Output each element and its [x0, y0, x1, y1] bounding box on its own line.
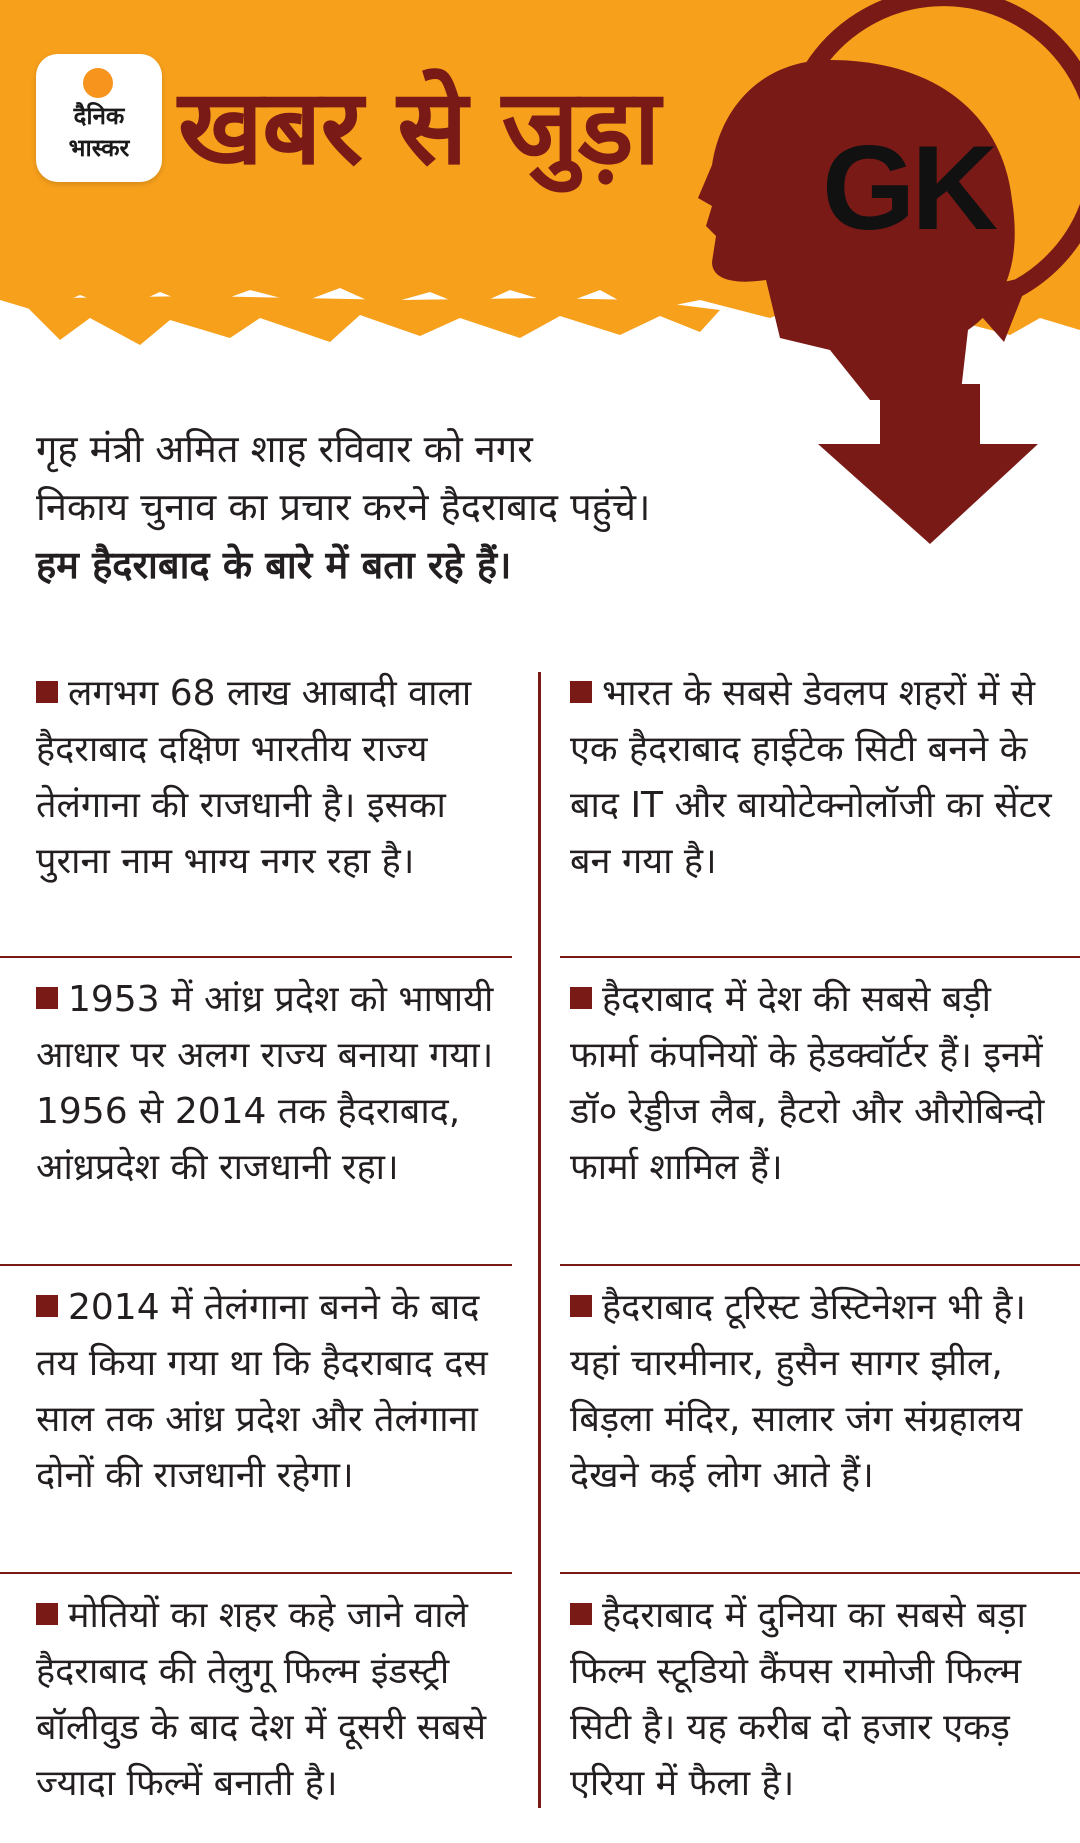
fact-divider: [560, 1572, 1080, 1574]
fact-text: 1953 में आंध्र प्रदेश को भाषायी आधार पर अलग राज्य बनाया गया। 1956 से 2014 तक हैदराबाद, आंध्रप्रदेश की राजधानी रहा।: [36, 979, 494, 1188]
fact-divider: [560, 956, 1080, 958]
logo-sun-icon: [83, 68, 113, 98]
intro-line-3: हम हैदराबाद के बारे में बता रहे हैं।: [36, 543, 512, 587]
fact-text: हैदराबाद में दुनिया का सबसे बड़ा फिल्म स्टूडियो कैंपस रामोजी फिल्म सिटी है। यह करीब दो हजार एकड़ एरिया में फैला है।: [570, 1595, 1026, 1804]
fact-item: [0, 666, 512, 890]
orange-splatter: [20, 296, 720, 345]
bullet-icon: [36, 1295, 58, 1317]
fact-text: हैदराबाद में देश की सबसे बड़ी फार्मा कंपनियों के हेडक्वॉर्टर हैं। इनमें डॉ० रेड्डीज लैब, हैटरो और औरोबिन्दो फार्मा शामिल हैं।: [570, 979, 1045, 1188]
fact-item: [0, 1588, 512, 1812]
bullet-icon: [570, 1295, 592, 1317]
fact-text: मोतियों का शहर कहे जाने वाले हैदराबाद की तेलुगू फिल्म इंडस्ट्री बॉलीवुड के बाद देश में दूसरी सबसे ज्यादा फिल्में बनाती है।: [36, 1595, 487, 1804]
fact-item: [560, 1588, 1070, 1812]
intro-line-1: गृह मंत्री अमित शाह रविवार को नगर: [36, 427, 533, 471]
fact-divider: [560, 1264, 1080, 1266]
fact-text: भारत के सबसे डेवलप शहरों में से एक हैदराबाद हाईटेक सिटी बनने के बाद IT और बायोटेक्नोलॉजी का सेंटर बन गया है।: [570, 673, 1052, 882]
logo-text-line2: भास्कर: [68, 134, 130, 162]
fact-divider: [0, 1264, 512, 1266]
fact-item: [560, 666, 1070, 890]
logo-text-line1: दैनिक: [73, 102, 125, 130]
bullet-icon: [36, 1603, 58, 1625]
bullet-icon: [36, 681, 58, 703]
bullet-icon: [570, 1603, 592, 1625]
column-separator: [538, 672, 541, 1808]
down-arrow-icon: [818, 384, 1038, 544]
intro-text: [36, 420, 836, 594]
bullet-icon: [570, 681, 592, 703]
header-banner: [0, 0, 1080, 400]
bullet-icon: [36, 987, 58, 1009]
fact-divider: [0, 1572, 512, 1574]
fact-text: लगभग 68 लाख आबादी वाला हैदराबाद दक्षिण भारतीय राज्य तेलंगाना की राजधानी है। इसका पुराना नाम भाग्य नगर रहा है।: [36, 673, 472, 882]
fact-item: [0, 1280, 512, 1504]
fact-text: 2014 में तेलंगाना बनने के बाद तय किया गया था कि हैदराबाद दस साल तक आंध्र प्रदेश और तेलंगाना दोनों की राजधानी रहेगा।: [36, 1287, 488, 1496]
fact-item: [0, 972, 512, 1196]
fact-item: [560, 972, 1070, 1196]
fact-divider: [0, 956, 512, 958]
header-title: खबर से जुड़ा: [178, 66, 660, 188]
bullet-icon: [570, 987, 592, 1009]
fact-item: [560, 1280, 1070, 1504]
gk-badge: GK: [822, 121, 994, 255]
dainik-bhaskar-logo: [36, 54, 162, 182]
fact-text: हैदराबाद टूरिस्ट डेस्टिनेशन भी है। यहां चारमीनार, हुसैन सागर झील, बिड़ला मंदिर, सालार जंग संग्रहालय देखने कई लोग आते हैं।: [570, 1287, 1026, 1496]
intro-line-2: निकाय चुनाव का प्रचार करने हैदराबाद पहुंचे।: [36, 485, 651, 529]
